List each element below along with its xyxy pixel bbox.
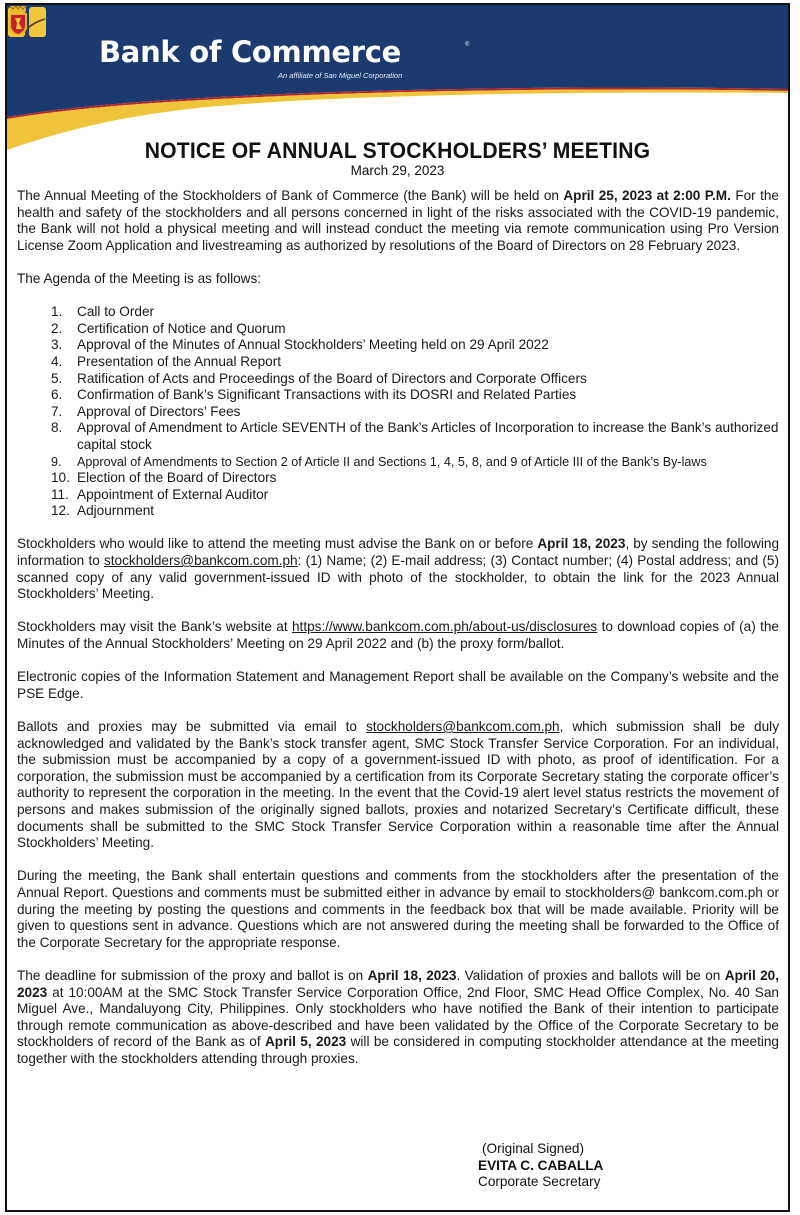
header-swoosh-graphic (7, 5, 788, 155)
agenda-text: Approval of Amendment to Article SEVENTH of the Bank’s Articles of Incorporation to increase the Bank’s authorized capital stock (77, 420, 779, 452)
agenda-number: 4. (51, 353, 63, 369)
agenda-number: 10. (51, 470, 70, 486)
agenda-text: Adjournment (77, 503, 155, 519)
agenda-item (51, 486, 779, 504)
signature-block (478, 1141, 603, 1191)
agenda-item (51, 503, 779, 520)
agenda-text: Election of the Board of Directors (77, 470, 277, 486)
agenda-intro: The Agenda of the Meeting is as follows: (17, 270, 262, 286)
ballots-email-link[interactable]: stockholders@bankcom.com.ph (365, 719, 560, 734)
deadline-text: . Validation of proxies and ballots will be on (456, 967, 725, 983)
agenda-item (51, 370, 779, 388)
record-date: April 5, 2023 (264, 1034, 347, 1050)
signatory-name: EVITA C. CABALLA (478, 1157, 604, 1173)
agenda-text: Certification of Notice and Quorum (77, 320, 286, 336)
intro-text-cont: For the health and safety of the stockholders and all persons concerned in light of the risks associated with the COVID-19 pandemic, the Bank will not hold a physical meeting and will instead conduct the meeting via remote communication using Pro Version License Zoom Application and livestreaming as authorized by resolutions of the Board of Directors on 28 February 2023. (17, 188, 779, 253)
agenda-text: Presentation of the Annual Report (77, 353, 282, 369)
agenda-number: 9. (51, 454, 62, 469)
crest-icon (7, 5, 29, 37)
disclosures-link[interactable]: https://www.bankcom.com.ph/about-us/disclosures (291, 619, 598, 635)
deadline-text: The deadline for submission of the proxy and ballot is on (17, 967, 368, 983)
attendance-paragraph (17, 536, 779, 602)
deadline-text: will be considered in computing stockholder attendance at the meeting together with the stockholders attending through proxies. (17, 1034, 779, 1066)
agenda-text: Approval of the Minutes of Annual Stockholders’ Meeting held on 29 April 2022 (77, 337, 549, 353)
proxy-deadline: April 18, 2023 (367, 967, 457, 983)
attend-text: Stockholders who would like to attend the meeting must advise the Bank on or before (17, 536, 538, 552)
registered-mark: ® (465, 42, 470, 48)
intro-paragraph (17, 188, 779, 254)
agenda-item (51, 353, 779, 371)
attend-text-mid: , by sending the following information to (17, 536, 780, 569)
notice-date: March 29, 2023 (350, 163, 445, 178)
questions-paragraph: During the meeting, the Bank shall entertain questions and comments from the stockholders after the presentation of the Annual Report. Questions and comments must be submitted either in advance by email to stockholders@ bankcom.com.ph or during the meeting by posting the questions and comments in the feedback box that will be made available. Priority will be given to questions sent in advance. Questions which are not answered during the meeting shall be forwarded to the Office of the Corporate Secretary for the appropriate response. (17, 868, 779, 950)
meeting-datetime: April 25, 2023 at 2:00 P.M. (563, 188, 731, 203)
validation-date: April 20, 2023 (17, 967, 780, 1000)
agenda-number: 6. (51, 387, 63, 403)
stockholders-email-link[interactable]: stockholders@bankcom.com.ph (103, 553, 298, 569)
notice-body (17, 188, 779, 1084)
intro-text: The Annual Meeting of the Stockholders of Bank of Commerce (the Bank) will be held on (17, 188, 564, 203)
agenda-item (51, 454, 779, 471)
signatory-title: Corporate Secretary (478, 1174, 601, 1189)
agenda-item (51, 304, 779, 321)
agenda-text: Appointment of External Auditor (77, 486, 269, 502)
deadline-paragraph (17, 968, 779, 1068)
agenda-number: 5. (51, 370, 63, 386)
ballots-text: Ballots and proxies may be submitted via email to (17, 719, 366, 734)
agenda-text: Call to Order (77, 304, 155, 320)
website-text: Stockholders may visit the Bank’s website at (17, 619, 292, 635)
agenda-item (51, 320, 779, 338)
agenda-item (51, 387, 779, 404)
agenda-number: 11. (51, 486, 69, 502)
agenda-text: Approval of Directors’ Fees (77, 403, 241, 419)
agenda-list (17, 304, 779, 520)
notice-document (5, 3, 790, 1212)
attend-deadline: April 18, 2023 (537, 536, 626, 552)
ballots-text-post: , which submission shall be duly acknowledged and validated by the Bank’s stock transfer agent, SMC Stock Transfer Service Corporation. For an individual, the submission must be accompanied by a copy of a government-issued ID with photo, as proof of identification. For a corporation, the submission must be accompanied by a certification from its Corporate Secretary stating the corporate officer’s authority to represent the corporation in the meeting. In the event that the Covid-19 alert level status restricts the movement of persons and makes submission of the originally signed ballots, proxies and notarized Secretary’s Certificate difficult, these documents shall be submitted to the SMC Stock Transfer Service Corporation within a reasonable time after the Annual Stockholders’ Meeting. (17, 719, 779, 851)
agenda-number: 8. (51, 420, 63, 436)
page-title: NOTICE OF ANNUAL STOCKHOLDERS’ MEETING (144, 138, 651, 163)
website-paragraph (17, 619, 779, 652)
electronic-copies-paragraph: Electronic copies of the Information Statement and Management Report shall be available on the Company’s website and the PSE Edge. (17, 669, 779, 701)
signature-status: (Original Signed) (482, 1141, 584, 1156)
agenda-item (51, 403, 779, 421)
attend-text-post: : (1) Name; (2) E-mail address; (3) Contact number; (4) Postal address; and (5) scanned copy of any valid government-issued ID with photo of the stockholder, to obtain the link for the 2023 Annual Stockholders’ Meeting. (17, 553, 779, 602)
ballots-paragraph (17, 719, 779, 852)
agenda-item (51, 420, 779, 453)
deadline-text: at 10:00AM at the SMC Stock Transfer Service Corporation Office, 2nd Floor, SMC Head Office Complex, No. 40 San Miguel Ave., Mandaluyong City, Philippines. Only stockholders who have notified the Bank of their intention to participate through remote communication as above-described and have been validated by the Office of the Corporate Secretary to be stockholders of record of the Bank as of (17, 984, 779, 1050)
brand-tagline: An affiliate of San Miguel Corporation (278, 71, 403, 80)
website-text-post: to download copies of (a) the Minutes of the Annual Stockholders’ Meeting on 29 April 2022 and (b) the proxy form/ballot. (17, 619, 779, 652)
brand-name: Bank of Commerce (99, 35, 402, 69)
agenda-number: 2. (51, 320, 63, 336)
agenda-text: Confirmation of Bank’s Significant Transactions with its DOSRI and Related Parties (77, 387, 577, 403)
agenda-number: 7. (51, 403, 63, 419)
agenda-number: 1. (51, 304, 63, 320)
agenda-number: 3. (51, 337, 63, 353)
agenda-text: Ratification of Acts and Proceedings of the Board of Directors and Corporate Officers (77, 370, 587, 386)
letterhead (7, 5, 788, 155)
agenda-number: 12. (51, 503, 70, 519)
agenda-text: Approval of Amendments to Section 2 of Article II and Sections 1, 4, 5, 8, and 9 of Article III of the Bank’s By-laws (77, 454, 707, 469)
agenda-item (51, 337, 779, 354)
agenda-item (51, 470, 779, 487)
